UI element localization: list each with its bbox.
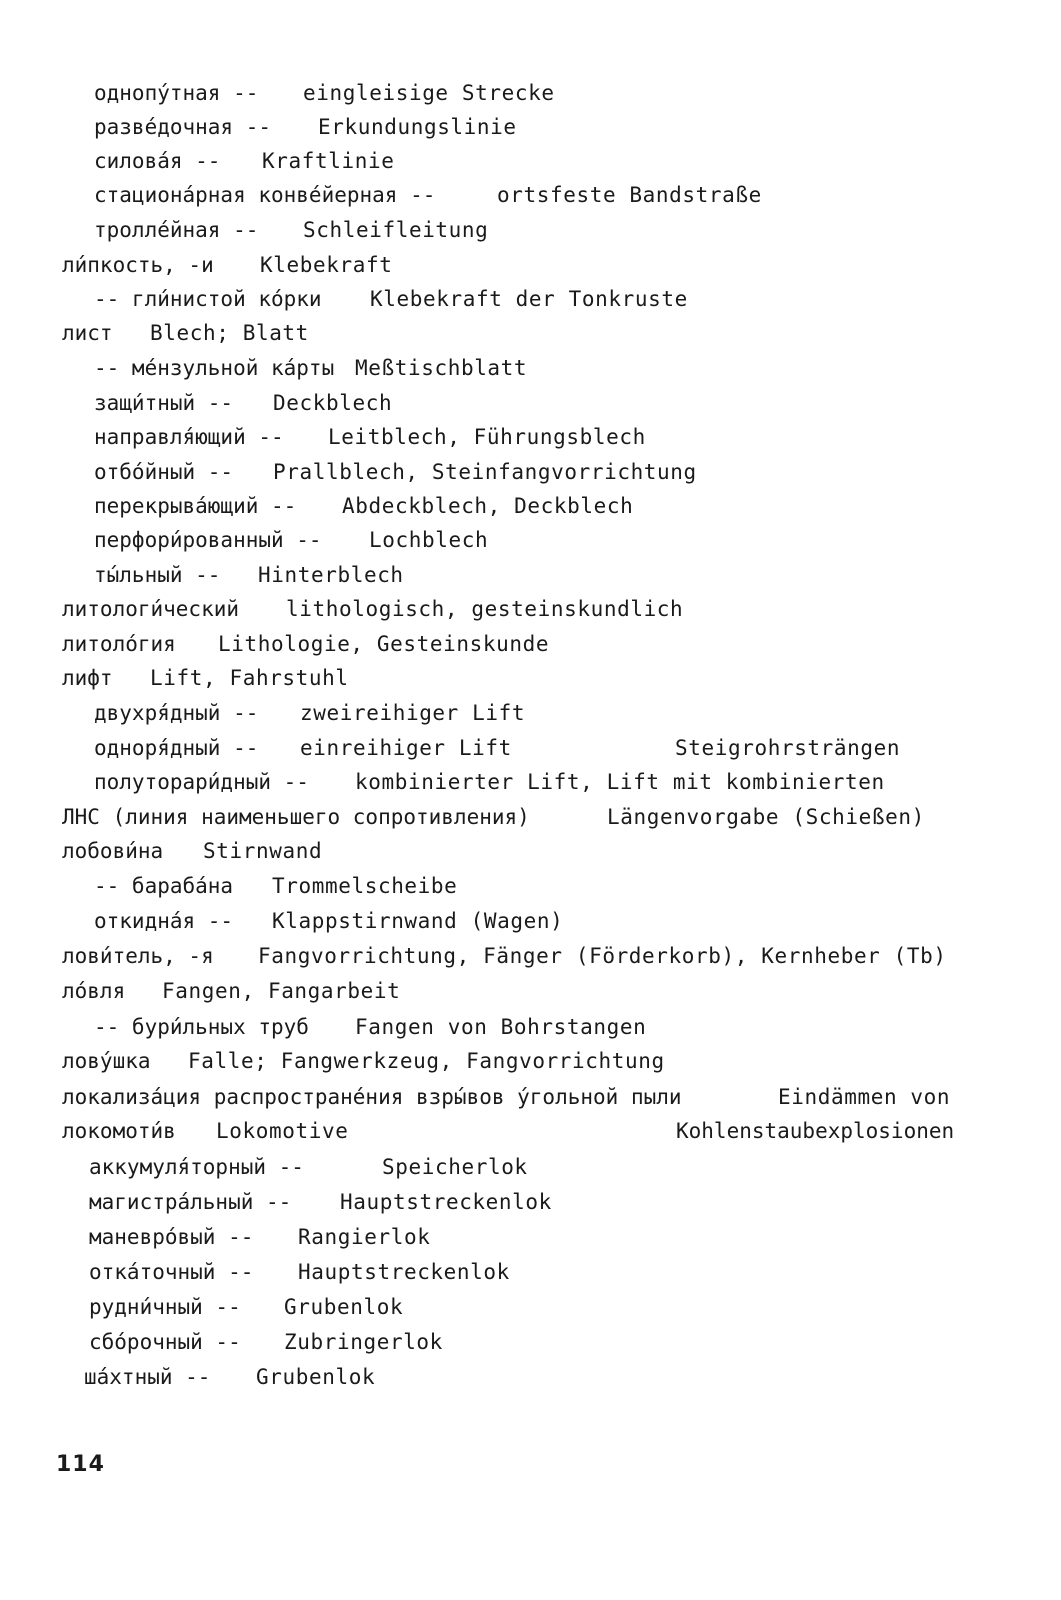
- entry-line: [0, 110, 1061, 144]
- russian-term: ты́льный --: [94, 563, 221, 587]
- russian-term: ли́пкость, -и: [62, 253, 214, 277]
- russian-term: аккумуля́торный --: [89, 1155, 304, 1179]
- german-translation: Längenvorgabe (Schießen): [607, 805, 925, 829]
- russian-term: перекрыва́ющий --: [94, 494, 297, 518]
- german-translation: Meßtischblatt: [355, 356, 528, 380]
- german-translation: Klebekraft: [260, 253, 393, 277]
- russian-term: лову́шка: [62, 1049, 151, 1073]
- russian-term: литологи́ческий: [62, 597, 240, 621]
- german-translation: Fangen, Fangarbeit: [162, 979, 401, 1003]
- entry-line: [0, 248, 1061, 282]
- german-translation: Prallblech, Steinfangvorrichtung: [273, 460, 697, 484]
- german-translation: Rangierlok: [298, 1225, 431, 1249]
- german-translation: Blech; Blatt: [150, 321, 309, 345]
- russian-term: -- бараба́на: [94, 874, 234, 898]
- entry-line: [0, 974, 1061, 1008]
- german-translation: zweireihiger Lift: [300, 701, 526, 725]
- german-translation: eingleisige Strecke: [303, 81, 555, 105]
- russian-term: направля́ющий --: [94, 425, 284, 449]
- german-translation: Lokomotive: [216, 1119, 349, 1143]
- russian-term: откидна́я --: [94, 909, 234, 933]
- german-translation: Lochblech: [369, 528, 489, 552]
- german-translation: Lift, Fahrstuhl: [150, 666, 349, 690]
- entry-line: [0, 178, 1061, 212]
- entry-line: [0, 661, 1061, 695]
- russian-term: тролле́йная --: [94, 218, 259, 242]
- russian-term: лифт: [62, 666, 113, 690]
- german-translation: Klebekraft der Tonkruste: [370, 287, 688, 311]
- russian-term: локомоти́в: [62, 1119, 176, 1143]
- german-translation: Zubringerlok: [284, 1330, 443, 1354]
- russian-term: ЛНС (линия наименьшего сопротивления): [62, 805, 530, 829]
- german-translation: Stirnwand: [203, 839, 323, 863]
- german-translation: Schleifleitung: [303, 218, 489, 242]
- entry-line: [0, 558, 1061, 592]
- german-translation: einreihiger Lift: [300, 736, 512, 760]
- entry-line: [0, 523, 1061, 557]
- entry-line: [0, 834, 1061, 868]
- german-translation: Leitblech, Führungsblech: [328, 425, 646, 449]
- russian-term: магистра́льный --: [89, 1190, 292, 1214]
- russian-term: однопу́тная --: [94, 81, 259, 105]
- german-translation: Erkundungslinie: [318, 115, 517, 139]
- russian-term: отка́точный --: [89, 1260, 254, 1284]
- entry-line: [0, 765, 1061, 799]
- german-translation: lithologisch, gesteinskundlich: [286, 597, 684, 621]
- entry-line: [0, 1114, 1061, 1148]
- german-translation: Hinterblech: [258, 563, 404, 587]
- russian-term: двухря́дный --: [94, 701, 259, 725]
- russian-term: -- ме́нзульной ка́рты: [94, 356, 335, 380]
- entry-line: [0, 939, 1061, 973]
- russian-term: сбо́рочный --: [89, 1330, 241, 1354]
- entry-line: [0, 592, 1061, 626]
- russian-term: разве́дочная --: [94, 115, 272, 139]
- entry-line: [0, 455, 1061, 489]
- entry-line: [0, 316, 1061, 350]
- russian-term: силова́я --: [94, 149, 221, 173]
- russian-term: одноря́дный --: [94, 736, 259, 760]
- german-translation: Fangvorrichtung, Fänger (Förderkorb), Kernheber (Tb): [258, 944, 947, 968]
- german-translation: Hauptstreckenlok: [340, 1190, 552, 1214]
- russian-term: маневро́вый --: [89, 1225, 254, 1249]
- entry-line: [0, 1080, 1061, 1114]
- entry-line: [0, 282, 1061, 316]
- russian-term: -- бури́льных труб: [94, 1015, 309, 1039]
- german-translation: Fangen von Bohrstangen: [355, 1015, 647, 1039]
- entry-line: [0, 489, 1061, 523]
- entry-line: [0, 1044, 1061, 1078]
- entry-line: [0, 904, 1061, 938]
- russian-term: стациона́рная конве́йерная --: [94, 183, 436, 207]
- german-translation: Eindämmen von: [778, 1085, 951, 1109]
- entry-line: [0, 1150, 1061, 1184]
- russian-term: защи́тный --: [94, 391, 234, 415]
- german-translation: kombinierter Lift, Lift mit kombinierten: [355, 770, 885, 794]
- entry-line: [0, 76, 1061, 110]
- russian-term: локализа́ция распростране́ния взры́вов у́гольной пыли: [62, 1085, 682, 1109]
- german-translation: Kraftlinie: [262, 149, 395, 173]
- russian-term: лобови́на: [62, 839, 164, 863]
- german-translation: Falle; Fangwerkzeug, Fangvorrichtung: [188, 1049, 665, 1073]
- russian-term: рудни́чный --: [89, 1295, 241, 1319]
- german-translation: Abdeckblech, Deckblech: [342, 494, 634, 518]
- german-translation-continuation: Kohlenstaubexplosionen: [676, 1119, 955, 1143]
- entry-line: [0, 627, 1061, 661]
- german-translation: Grubenlok: [284, 1295, 404, 1319]
- russian-term: отбо́йный --: [94, 460, 234, 484]
- german-translation: Speicherlok: [382, 1155, 528, 1179]
- russian-term: литоло́гия: [62, 632, 176, 656]
- german-translation: Klappstirnwand (Wagen): [272, 909, 564, 933]
- german-translation: Grubenlok: [256, 1365, 376, 1389]
- german-translation: Hauptstreckenlok: [298, 1260, 510, 1284]
- entry-line: [0, 351, 1061, 385]
- russian-term: лист: [62, 321, 113, 345]
- entry-line: [0, 800, 1061, 834]
- entry-line: [0, 1220, 1061, 1254]
- entry-line: [0, 420, 1061, 454]
- german-translation: Lithologie, Gesteinskunde: [218, 632, 550, 656]
- russian-term: лови́тель, -я: [62, 944, 214, 968]
- russian-term: перфори́рованный --: [94, 528, 322, 552]
- german-translation: ortsfeste Bandstraße: [497, 183, 762, 207]
- entry-line: [0, 1360, 1061, 1394]
- russian-term: ло́вля: [62, 979, 126, 1003]
- entry-line: [0, 731, 1061, 765]
- russian-term: -- гли́нистой ко́рки: [94, 287, 322, 311]
- entry-line: [0, 1185, 1061, 1219]
- entry-line: [0, 1325, 1061, 1359]
- entry-line: [0, 869, 1061, 903]
- entry-line: [0, 1290, 1061, 1324]
- entry-line: [0, 1010, 1061, 1044]
- entry-line: [0, 696, 1061, 730]
- entry-line: [0, 1255, 1061, 1289]
- page-number: 114: [56, 1452, 105, 1477]
- german-translation-continuation: Steigrohrsträngen: [675, 736, 901, 760]
- german-translation: Deckblech: [273, 391, 393, 415]
- german-translation: Trommelscheibe: [272, 874, 458, 898]
- russian-term: ша́хтный --: [84, 1365, 211, 1389]
- entry-line: [0, 386, 1061, 420]
- entry-line: [0, 213, 1061, 247]
- entry-line: [0, 144, 1061, 178]
- russian-term: полуторари́дный --: [94, 770, 309, 794]
